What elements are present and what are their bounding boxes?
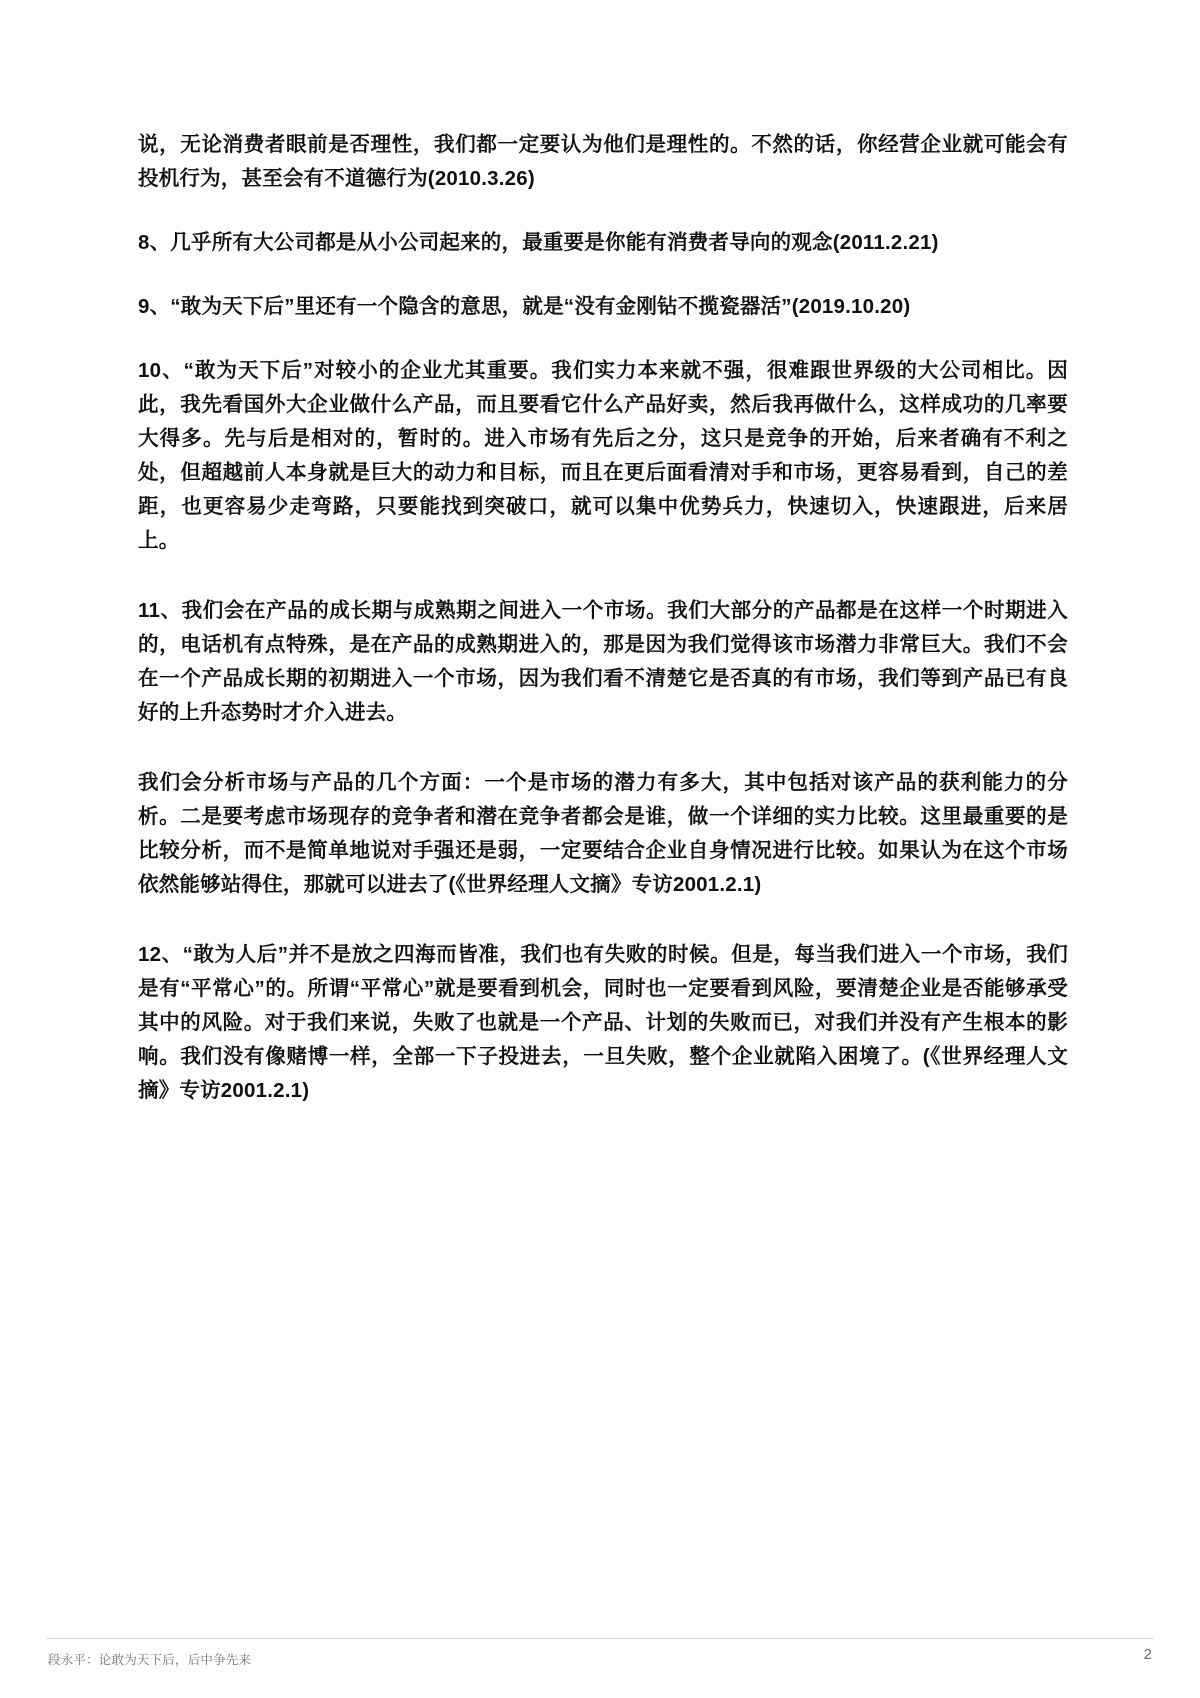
footer-page-number: 2 (1143, 1646, 1152, 1663)
paragraph-item-11: 11、我们会在产品的成长期与成熟期之间进入一个市场。我们大部分的产品都是在这样一个时期进入的，电话机有点特殊，是在产品的成熟期进入的，那是因为我们觉得该市场潜力非常巨大。我们不会在一个产品成长期的初期进入一个市场，因为我们看不清楚它是否真的有市场，我们等到产品已有良好的上升态势时才介入进去。 (138, 599, 1068, 724)
paragraph-item-12: 12、“敢为人后”并不是放之四海而皆准，我们也有失败的时候。但是，每当我们进入一个市场，我们是有“平常心”的。所谓“平常心”就是要看到机会，同时也一定要看到风险，要清楚企业是否能够承受其中的风险。对于我们来说，失败了也就是一个产品、计划的失败而已，对我们并没有产生根本的影响。我们没有像赌博一样，全部一下子投进去，一旦失败，整个企业就陷入困境了。(《世界经理人文摘》专访2001.2.1) (138, 943, 1068, 1102)
paragraph-market-analysis: 我们会分析市场与产品的几个方面：一个是市场的潜力有多大，其中包括对该产品的获利能力的分析。二是要考虑市场现存的竞争者和潜在竞争者都会是谁，做一个详细的实力比较。这里最重要的是比较分析，而不是简单地说对手强还是弱，一定要结合企业自身情况进行比较。如果认为在这个市场依然能够站得住，那就可以进去了(《世界经理人文摘》专访2001.2.1) (138, 771, 1068, 896)
footer-divider (46, 1638, 1154, 1639)
paragraph-item-10: 10、“敢为天下后”对较小的企业尤其重要。我们实力本来就不强，很难跟世界级的大公司相比。因此，我先看国外大企业做什么产品，而且要看它什么产品好卖，然后我再做什么，这样成功的几率要大得多。先与后是相对的，暂时的。进入市场有先后之分，这只是竞争的开始，后来者确有不利之处，但超越前人本身就是巨大的动力和目标，而且在更后面看清对手和市场，更容易看到，自己的差距，也更容易少走弯路，只要能找到突破口，就可以集中优势兵力，快速切入，快速跟进，后来居上。 (138, 359, 1068, 552)
footer-title: 段永平：论敢为天下后，后中争先来 (48, 1653, 252, 1667)
paragraph-item-9: 9、“敢为天下后”里还有一个隐含的意思，就是“没有金刚钻不揽瓷器活”(2019.10.20) (138, 295, 911, 318)
document-body (138, 128, 1068, 1138)
paragraph-item-8: 8、几乎所有大公司都是从小公司起来的，最重要是你能有消费者导向的观念(2011.2.21) (138, 231, 939, 254)
paragraph-intro: 说，无论消费者眼前是否理性，我们都一定要认为他们是理性的。不然的话，你经营企业就可能会有投机行为，甚至会有不道德行为(2010.3.26) (138, 133, 1068, 190)
page-footer (0, 1612, 1200, 1698)
